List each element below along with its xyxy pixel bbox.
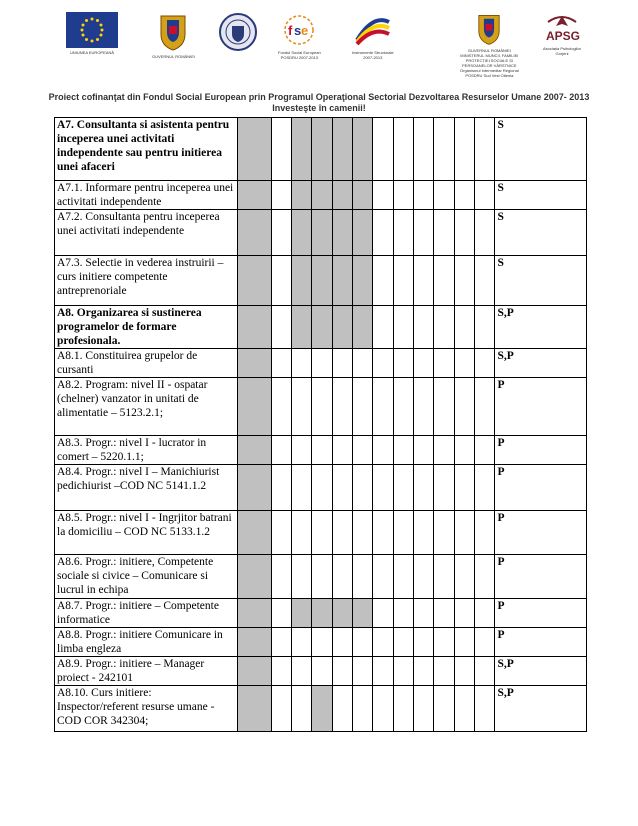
- month-cell: [393, 306, 413, 349]
- month-cell: [271, 436, 291, 465]
- responsible-cell: P: [495, 511, 587, 555]
- month-cell: [271, 657, 291, 686]
- month-cell: [373, 436, 393, 465]
- month-cell: [454, 378, 474, 436]
- responsible-cell: P: [495, 628, 587, 657]
- table-row: [55, 256, 587, 306]
- month-cell: [292, 378, 312, 436]
- month-cell: [312, 306, 332, 349]
- responsible-cell: S: [495, 118, 587, 181]
- table-row: [55, 511, 587, 555]
- month-cell: [312, 210, 332, 256]
- apsg-logo: [538, 12, 586, 56]
- month-cell: [238, 378, 272, 436]
- table-row: [55, 118, 587, 181]
- month-cell: [353, 378, 373, 436]
- month-cell: [454, 628, 474, 657]
- month-cell: [332, 465, 352, 511]
- seal-logo: [218, 12, 258, 52]
- month-cell: [414, 378, 434, 436]
- title-line-1: Proiect cofinanţat din Fondul Social European prin Programul Operaţional Sectorial Dezvoltarea Resurselor Umane 2007- 2013: [48, 92, 590, 102]
- month-cell: [353, 657, 373, 686]
- month-cell: [475, 378, 495, 436]
- month-cell: [475, 349, 495, 378]
- month-cell: [292, 628, 312, 657]
- month-cell: [332, 555, 352, 599]
- month-cell: [292, 306, 312, 349]
- month-cell: [292, 210, 312, 256]
- month-cell: [271, 306, 291, 349]
- month-cell: [434, 349, 454, 378]
- responsible-cell: S,P: [495, 306, 587, 349]
- svg-text:e: e: [301, 23, 309, 38]
- month-cell: [414, 210, 434, 256]
- month-cell: [414, 436, 434, 465]
- month-cell: [332, 599, 352, 628]
- month-cell: [373, 378, 393, 436]
- month-cell: [373, 210, 393, 256]
- title-line-2: Investeşte în camenii!: [272, 103, 366, 113]
- month-cell: [332, 181, 352, 210]
- month-cell: [373, 657, 393, 686]
- month-cell: [353, 256, 373, 306]
- table-row: [55, 306, 587, 349]
- month-cell: [312, 256, 332, 306]
- ministry-coat-of-arms-icon: [475, 12, 503, 46]
- month-cell: [373, 349, 393, 378]
- responsible-cell: P: [495, 465, 587, 511]
- activity-cell: A7.1. Informare pentru inceperea unei activitati independente: [55, 181, 238, 210]
- logo-bar: [60, 12, 600, 88]
- month-cell: [475, 465, 495, 511]
- month-cell: [353, 511, 373, 555]
- month-cell: [393, 378, 413, 436]
- month-cell: [353, 465, 373, 511]
- month-cell: [393, 210, 413, 256]
- activity-cell: A7.2. Consultanta pentru inceperea unei activitati independente: [55, 210, 238, 256]
- month-cell: [434, 599, 454, 628]
- month-cell: [312, 181, 332, 210]
- month-cell: [332, 256, 352, 306]
- month-cell: [271, 256, 291, 306]
- month-cell: [238, 628, 272, 657]
- activity-cell: A8.4. Progr.: nivel I – Manichiurist pedichiurist –COD NC 5141.1.2: [55, 465, 238, 511]
- month-cell: [454, 555, 474, 599]
- month-cell: [292, 349, 312, 378]
- month-cell: [292, 657, 312, 686]
- activity-schedule-table: [54, 117, 587, 732]
- month-cell: [393, 555, 413, 599]
- month-cell: [332, 686, 352, 732]
- month-cell: [475, 511, 495, 555]
- month-cell: [271, 465, 291, 511]
- month-cell: [434, 465, 454, 511]
- month-cell: [414, 118, 434, 181]
- month-cell: [238, 306, 272, 349]
- month-cell: [312, 686, 332, 732]
- structural-instruments-caption: Instrumente Structurale 2007-2013: [352, 50, 394, 60]
- month-cell: [475, 256, 495, 306]
- month-cell: [332, 378, 352, 436]
- month-cell: [414, 306, 434, 349]
- month-cell: [393, 686, 413, 732]
- month-cell: [271, 118, 291, 181]
- structural-instruments-logo: [352, 12, 394, 60]
- month-cell: [353, 181, 373, 210]
- table-row: [55, 628, 587, 657]
- month-cell: [238, 465, 272, 511]
- month-cell: [434, 657, 454, 686]
- month-cell: [434, 306, 454, 349]
- activity-cell: A8.9. Progr.: initiere – Manager proiect - 242101: [55, 657, 238, 686]
- month-cell: [332, 628, 352, 657]
- month-cell: [434, 511, 454, 555]
- month-cell: [434, 555, 454, 599]
- month-cell: [454, 210, 474, 256]
- table-row: [55, 599, 587, 628]
- month-cell: [353, 118, 373, 181]
- eu-caption: UNIUNEA EUROPEANĂ: [69, 50, 114, 55]
- activity-cell: A8.10. Curs initiere: Inspector/referent resurse umane - COD COR 342304;: [55, 686, 238, 732]
- table-row: [55, 555, 587, 599]
- responsible-cell: S,P: [495, 686, 587, 732]
- month-cell: [454, 599, 474, 628]
- svg-text:s: s: [294, 23, 302, 38]
- month-cell: [373, 256, 393, 306]
- month-cell: [454, 118, 474, 181]
- month-cell: [454, 436, 474, 465]
- month-cell: [393, 599, 413, 628]
- month-cell: [238, 181, 272, 210]
- month-cell: [353, 628, 373, 657]
- month-cell: [292, 555, 312, 599]
- month-cell: [475, 686, 495, 732]
- activity-cell: A8.6. Progr.: initiere, Competente sociale si civice – Comunicare si lucrul in echipa: [55, 555, 238, 599]
- month-cell: [454, 181, 474, 210]
- month-cell: [393, 465, 413, 511]
- month-cell: [454, 256, 474, 306]
- month-cell: [238, 511, 272, 555]
- activity-cell: A8.3. Progr.: nivel I - lucrator in comert – 5220.1.1;: [55, 436, 238, 465]
- activity-cell: A8.5. Progr.: nivel I - Ingrjitor batrani la domiciliu – COD NC 5133.1.2: [55, 511, 238, 555]
- structural-instruments-icon: [353, 12, 393, 48]
- month-cell: [271, 349, 291, 378]
- activity-cell: A7. Consultanta si asistenta pentru inceperea unei activitati independente sau pentru initierea unei afaceri: [55, 118, 238, 181]
- month-cell: [292, 118, 312, 181]
- month-cell: [238, 256, 272, 306]
- month-cell: [414, 256, 434, 306]
- month-cell: [353, 349, 373, 378]
- project-title: [0, 92, 638, 114]
- eu-logo: [66, 12, 118, 55]
- table-row: [55, 465, 587, 511]
- month-cell: [292, 465, 312, 511]
- month-cell: [454, 657, 474, 686]
- month-cell: [454, 349, 474, 378]
- month-cell: [312, 378, 332, 436]
- month-cell: [332, 657, 352, 686]
- month-cell: [238, 118, 272, 181]
- month-cell: [434, 628, 454, 657]
- responsible-cell: P: [495, 378, 587, 436]
- month-cell: [434, 378, 454, 436]
- month-cell: [312, 599, 332, 628]
- month-cell: [353, 599, 373, 628]
- month-cell: [271, 555, 291, 599]
- month-cell: [312, 118, 332, 181]
- month-cell: [454, 306, 474, 349]
- svg-text:APSG: APSG: [546, 29, 581, 43]
- month-cell: [312, 657, 332, 686]
- month-cell: [414, 349, 434, 378]
- responsible-cell: P: [495, 599, 587, 628]
- table-row: [55, 657, 587, 686]
- responsible-cell: P: [495, 436, 587, 465]
- month-cell: [414, 465, 434, 511]
- month-cell: [312, 555, 332, 599]
- month-cell: [271, 210, 291, 256]
- month-cell: [454, 511, 474, 555]
- month-cell: [393, 657, 413, 686]
- apsg-caption: Asociația Psihologilor Gorjeni: [542, 46, 582, 56]
- romania-caption: GUVERNUL ROMÂNIEI: [152, 54, 195, 59]
- responsible-cell: P: [495, 555, 587, 599]
- month-cell: [332, 511, 352, 555]
- month-cell: [393, 436, 413, 465]
- month-cell: [475, 118, 495, 181]
- month-cell: [271, 378, 291, 436]
- month-cell: [292, 436, 312, 465]
- eu-flag-icon: [66, 12, 118, 48]
- month-cell: [353, 306, 373, 349]
- month-cell: [414, 555, 434, 599]
- apsg-logo-icon: [538, 12, 586, 44]
- table-row: [55, 378, 587, 436]
- month-cell: [373, 306, 393, 349]
- activity-cell: A8.1. Constituirea grupelor de cursanti: [55, 349, 238, 378]
- month-cell: [332, 118, 352, 181]
- month-cell: [238, 555, 272, 599]
- month-cell: [373, 686, 393, 732]
- month-cell: [312, 511, 332, 555]
- month-cell: [292, 599, 312, 628]
- month-cell: [434, 256, 454, 306]
- month-cell: [373, 118, 393, 181]
- month-cell: [373, 599, 393, 628]
- month-cell: [475, 555, 495, 599]
- month-cell: [414, 511, 434, 555]
- month-cell: [434, 210, 454, 256]
- month-cell: [373, 555, 393, 599]
- responsible-cell: S,P: [495, 349, 587, 378]
- month-cell: [373, 511, 393, 555]
- romania-logo: [152, 12, 195, 59]
- month-cell: [292, 256, 312, 306]
- seal-emblem-icon: [218, 12, 258, 52]
- month-cell: [238, 349, 272, 378]
- month-cell: [238, 599, 272, 628]
- responsible-cell: S,P: [495, 657, 587, 686]
- month-cell: [393, 628, 413, 657]
- fse-logo-icon: [279, 12, 319, 48]
- month-cell: [353, 210, 373, 256]
- fse-caption: Fondul Social European POSDRU 2007-2013: [278, 50, 321, 60]
- responsible-cell: S: [495, 181, 587, 210]
- svg-text:f: f: [288, 23, 293, 38]
- month-cell: [271, 628, 291, 657]
- month-cell: [292, 511, 312, 555]
- month-cell: [414, 686, 434, 732]
- month-cell: [414, 628, 434, 657]
- month-cell: [332, 210, 352, 256]
- ministry-logo: [460, 12, 519, 78]
- month-cell: [475, 210, 495, 256]
- table-row: [55, 436, 587, 465]
- month-cell: [475, 599, 495, 628]
- month-cell: [271, 686, 291, 732]
- month-cell: [238, 686, 272, 732]
- month-cell: [475, 657, 495, 686]
- ministry-caption: GUVERNUL ROMÂNIEI MINISTERUL MUNCII, FAMILIEI PROTECȚIEI SOCIALE ȘI PERSOANELOR VÂRSTNICE Organismul Intermediar Regional POSDRU Sud Vest Oltenia: [460, 48, 519, 78]
- month-cell: [373, 181, 393, 210]
- month-cell: [434, 181, 454, 210]
- activity-cell: A8.2. Program: nivel II - ospatar (chelner) vanzator in unitati de alimentatie – 5123.2.1;: [55, 378, 238, 436]
- month-cell: [292, 686, 312, 732]
- table-row: [55, 686, 587, 732]
- responsible-cell: S: [495, 210, 587, 256]
- month-cell: [312, 436, 332, 465]
- month-cell: [475, 306, 495, 349]
- month-cell: [271, 181, 291, 210]
- month-cell: [475, 628, 495, 657]
- month-cell: [238, 210, 272, 256]
- month-cell: [414, 181, 434, 210]
- table-row: [55, 181, 587, 210]
- month-cell: [332, 306, 352, 349]
- coat-of-arms-icon: [157, 12, 189, 52]
- month-cell: [373, 465, 393, 511]
- month-cell: [312, 628, 332, 657]
- month-cell: [353, 686, 373, 732]
- month-cell: [238, 436, 272, 465]
- month-cell: [353, 555, 373, 599]
- month-cell: [414, 657, 434, 686]
- month-cell: [271, 599, 291, 628]
- month-cell: [454, 465, 474, 511]
- month-cell: [292, 181, 312, 210]
- month-cell: [393, 118, 413, 181]
- activity-cell: A8.7. Progr.: initiere – Competente informatice: [55, 599, 238, 628]
- month-cell: [434, 436, 454, 465]
- month-cell: [434, 686, 454, 732]
- month-cell: [393, 256, 413, 306]
- activity-cell: A8.8. Progr.: initiere Comunicare in limba engleza: [55, 628, 238, 657]
- month-cell: [312, 465, 332, 511]
- month-cell: [238, 657, 272, 686]
- table-row: [55, 210, 587, 256]
- month-cell: [393, 511, 413, 555]
- month-cell: [312, 349, 332, 378]
- month-cell: [475, 436, 495, 465]
- month-cell: [393, 349, 413, 378]
- month-cell: [454, 686, 474, 732]
- month-cell: [332, 349, 352, 378]
- month-cell: [353, 436, 373, 465]
- month-cell: [434, 118, 454, 181]
- responsible-cell: S: [495, 256, 587, 306]
- fse-logo: [278, 12, 321, 60]
- month-cell: [393, 181, 413, 210]
- table-row: [55, 349, 587, 378]
- month-cell: [414, 599, 434, 628]
- month-cell: [373, 628, 393, 657]
- month-cell: [475, 181, 495, 210]
- month-cell: [271, 511, 291, 555]
- activity-cell: A7.3. Selectie in vederea instruirii – curs initiere competente antreprenoriale: [55, 256, 238, 306]
- activity-cell: A8. Organizarea si sustinerea programelor de formare profesionala.: [55, 306, 238, 349]
- month-cell: [332, 436, 352, 465]
